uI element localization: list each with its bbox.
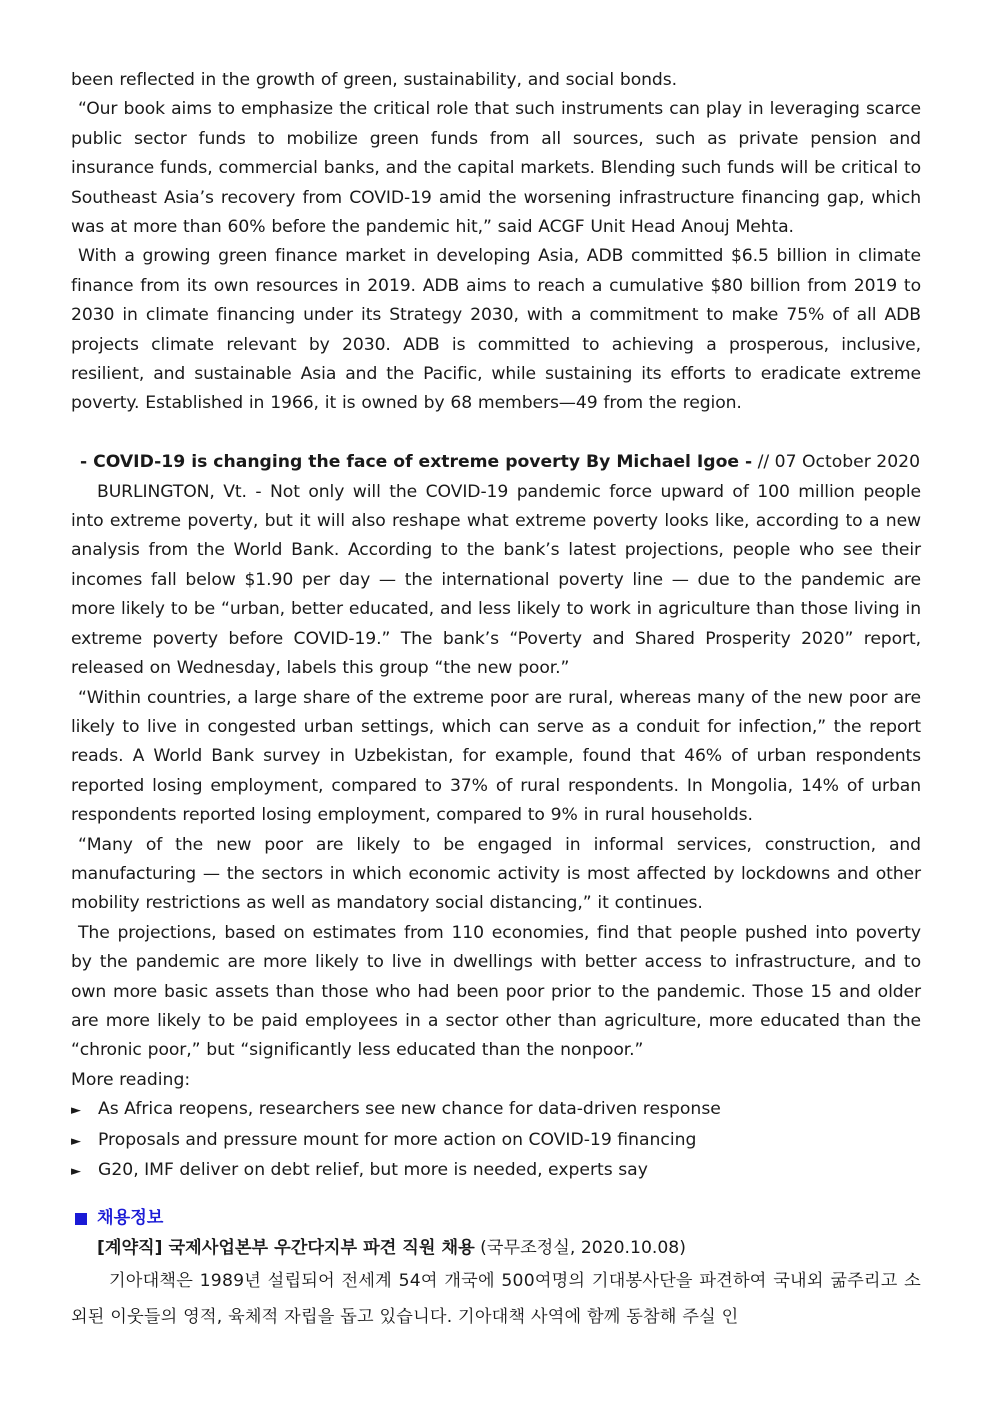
job-posting-title: [계약직] 국제사업본부 우간다지부 파견 직원 채용 — [97, 1237, 475, 1258]
bullet-arrow-icon: ► — [71, 1133, 81, 1149]
job-posting-meta: (국무조정실, 2020.10.08) — [474, 1237, 686, 1258]
article2-paragraph-2: “Within countries, a large share of the extreme poor are rural, whereas many of the new poor are likely to live in congested urban settings, which can serve as a conduit for infection,” the report reads. A World Bank survey in Uzbekistan, for example, found that 46% of urban respondents reported losing employment, compared to 37% of rural respondents. In Mongolia, 14% of urban respondents reported losing employment, compared to 9% in rural households. — [71, 687, 921, 826]
job-posting-body: 기아대책은 1989년 설립되어 전세계 54여 개국에 500여명의 기대봉사단을 파견하여 국내외 굶주리고 소외된 이웃들의 영적, 육체적 자립을 돕고 있습니다. 기아대책 사역에 함께 동참해 주실 인 — [71, 1271, 921, 1328]
article2-headline — [71, 448, 921, 477]
job-posting-heading — [71, 1234, 921, 1263]
more-reading-label: More reading: — [71, 1069, 191, 1090]
document-page — [71, 66, 921, 1335]
article2-date: // 07 October 2020 — [752, 452, 921, 473]
article1-continuation: been reflected in the growth of green, sustainability, and social bonds. — [71, 70, 677, 90]
bullet-arrow-icon: ► — [71, 1103, 81, 1119]
article2-paragraph-4: The projections, based on estimates from 110 economies, find that people pushed into poverty by the pandemic are more likely to live in dwellings with better access to infrastructure, and to own more basic assets than those who had been poor prior to the pandemic. Those 15 and older are more likely to be paid employees in a sector other than agriculture, more educated than the “chronic poor,” but “significantly less educated than the nonpoor.” — [71, 922, 921, 1061]
more-reading-link[interactable]: G20, IMF deliver on debt relief, but more is needed, experts say — [98, 1160, 648, 1181]
article2-paragraph-3: “Many of the new poor are likely to be engaged in informal services, construction, and manufacturing — the sectors in which economic activity is most affected by lockdowns and other mobility restrictions as well as mandatory social distancing,” it continues. — [71, 834, 921, 914]
more-reading-item[interactable] — [71, 1095, 921, 1125]
more-reading-item[interactable] — [71, 1156, 921, 1186]
more-reading-item[interactable] — [71, 1126, 921, 1156]
section-square-icon — [75, 1213, 87, 1225]
article2-headline-title: - COVID-19 is changing the face of extreme poverty By Michael Igoe - — [80, 452, 753, 473]
jobs-section-header — [71, 1204, 921, 1233]
more-reading-link[interactable]: Proposals and pressure mount for more action on COVID-19 financing — [98, 1129, 697, 1150]
article1-closing-paragraph: With a growing green finance market in developing Asia, ADB committed $6.5 billion in climate finance from its own resources in 2019. ADB aims to reach a cumulative $80 billion from 2019 to 2030 in climate financing under its Strategy 2030, with a commitment to make 75% of all ADB projects climate relevant by 2030. ADB is committed to achieving a prosperous, inclusive, resilient, and sustainable Asia and the Pacific, while sustaining its efforts to eradicate extreme poverty. Established in 1966, it is owned by 68 members—49 from the region. — [71, 246, 921, 414]
jobs-section-title: 채용정보 — [97, 1208, 164, 1229]
more-reading-list — [71, 1095, 921, 1186]
paragraph-gap — [71, 419, 921, 448]
article2-paragraph-1: BURLINGTON, Vt. - Not only will the COVID-19 pandemic force upward of 100 million people into extreme poverty, but it will also reshape what extreme poverty looks like, according to a new analysis from the World Bank. According to the bank’s latest projections, people who see their incomes fall below $1.90 per day — the international poverty line — due to the pandemic are more likely to be “urban, better educated, and less likely to work in agriculture than those living in extreme poverty before COVID-19.” The bank’s “Poverty and Shared Prosperity 2020” report, released on Wednesday, labels this group “the new poor.” — [71, 481, 921, 679]
more-reading-link[interactable]: As Africa reopens, researchers see new chance for data-driven response — [98, 1099, 721, 1120]
bullet-arrow-icon: ► — [71, 1164, 81, 1180]
article1-quote-paragraph: “Our book aims to emphasize the critical role that such instruments can play in leveraging scarce public sector funds to mobilize green funds from all sources, such as private pension and insurance funds, commercial banks, and the capital markets. Blending such funds will be critical to Southeast Asia’s recovery from COVID-19 amid the worsening infrastructure financing gap, which was at more than 60% before the pandemic hit,” said ACGF Unit Head Anouj Mehta. — [71, 99, 921, 238]
